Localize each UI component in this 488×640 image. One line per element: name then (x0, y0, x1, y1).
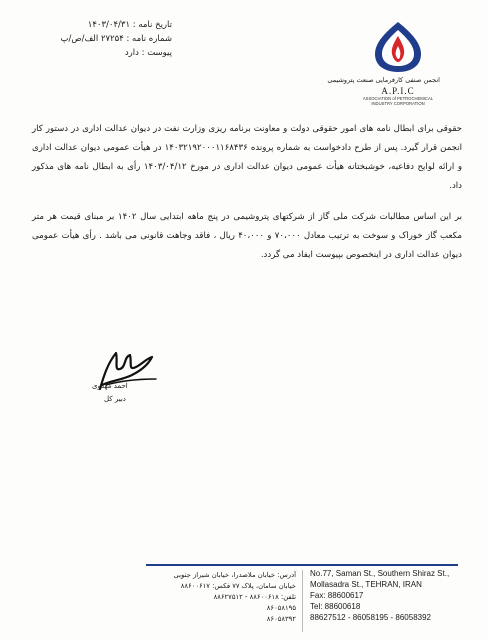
footer-en-address-2: Mollasadra St., TEHRAN, IRAN (310, 580, 422, 589)
letter-date: تاریخ نامه : ۱۴۰۳/۰۴/۳۱ (87, 20, 172, 30)
apic-logo-icon (369, 18, 427, 74)
footer-fa-address-1: آدرس: خیابان ملاصدرا، خیابان شیراز جنوبی (173, 571, 296, 579)
footer-fa-phone-3: ۸۶۰۵۸۳۹۲ (266, 615, 296, 623)
association-name-en-2: INDUSTRY CORPORATION (371, 101, 425, 106)
apic-logo (327, 18, 440, 106)
footer-address-en (310, 568, 470, 623)
association-abbr: A.P.I.C (381, 86, 415, 96)
signatory-name: احمد مهدوی (92, 382, 128, 390)
footer-en-tel: Tel: 88600618 (310, 602, 361, 611)
letter-body (32, 120, 462, 277)
footer-en-phones: 88627512 - 86058195 - 86058392 (310, 613, 431, 622)
footer-divider (302, 570, 303, 632)
footer-fa-phone-1: تلفن: ۸۸۶۰۰۶۱۸ - ۸۸۶۲۷۵۱۲ (213, 593, 296, 601)
footer-fa-address-2: خیابان سامان، پلاک ۷۷ فکس: ۸۸۶۰۰۶۱۷ (180, 582, 296, 590)
signature-block (86, 345, 166, 415)
body-paragraph-2: بر این اساس مطالبات شرکت ملی گاز از شرکتهای پتروشیمی در پنج ماهه ابتدایی سال ۱۴۰۲ بر مبنای قیمت هر متر مکعب گاز خوراک و سوخت به ترتیب معادل ۷۰،۰۰۰ و ۴۰،۰۰۰ ریال ، فاقد وجاهت قانونی می باشد . رأی هیأت عمومی دیوان عدالت اداری در اینخصوص بپیوست ایفاد می گردد. (32, 212, 462, 260)
footer-en-address-1: No.77, Saman St., Southern Shiraz St., (310, 569, 450, 578)
letter-meta (22, 18, 172, 60)
letter-footer (0, 556, 488, 640)
letter-attachment: پیوست : دارد (124, 48, 172, 58)
body-paragraph-1: حقوقی برای ابطال نامه های امور حقوقی دولت و معاونت برنامه ریزی وزارت نفت در دیوان عدالت اداری در دستور کار انجمن قرار گیرد. پس از طرح دادخواست به شماره پرونده ۱۴۰۳۲۱۹۲۰۰۰۱۱۶۸۴۳۶ در هیأت عمومی دیوان عدالت اداری و ارائه لوایح دفاعیه، خوشبختانه هیأت عمومی دیوان عدالت اداری در مورخ ۱۴۰۳/۰۴/۱۲ رأی به ابطال نامه های مذکور داد. (32, 124, 462, 191)
association-name-en-1: ASSOCIATION of PETROCHEMICAL (362, 96, 434, 101)
signatory-role: دبیر کل (104, 395, 126, 403)
letter-number: شماره نامه : ۲۷۲۵۴ الف/ص/پ (60, 34, 172, 44)
footer-en-fax: Fax: 88600617 (310, 591, 364, 600)
association-name-fa: انجمن صنفی کارفرمایی صنعت پتروشیمی (327, 76, 440, 84)
footer-fa-phone-2: ۸۶۰۵۸۱۹۵ (266, 604, 296, 612)
footer-address-fa (173, 570, 296, 625)
footer-rule (146, 564, 458, 566)
